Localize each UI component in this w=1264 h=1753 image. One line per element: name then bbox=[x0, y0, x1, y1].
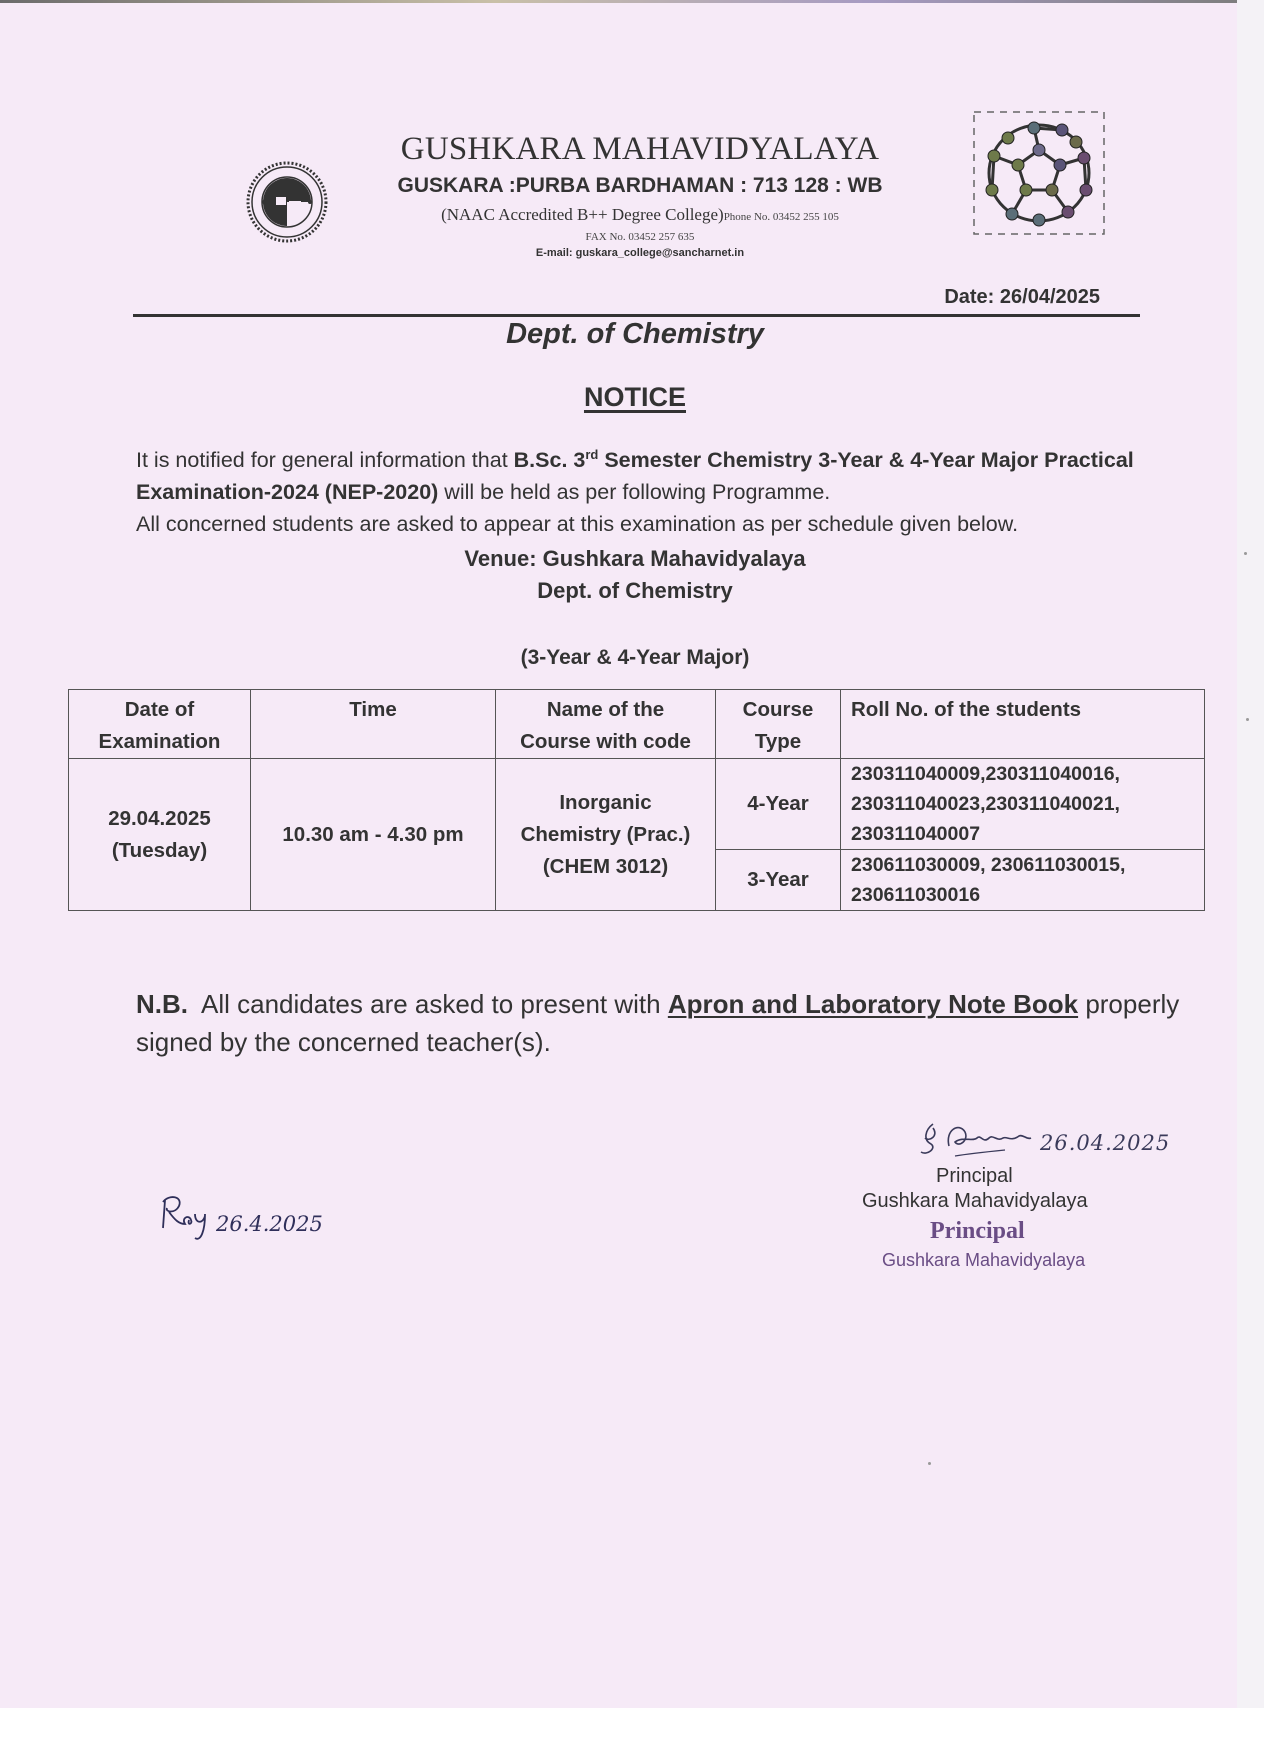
nota-bene bbox=[136, 985, 1196, 1061]
intro-bold-2: Semester Chemistry 3-Year & 4-Year Major Practical Examination-2024 (NEP-2020) bbox=[136, 448, 1134, 505]
college-name: GUSHKARA MAHAVIDYALAYA bbox=[400, 131, 880, 167]
stamp-title: Principal bbox=[930, 1218, 1025, 1244]
accreditation-line bbox=[330, 205, 950, 225]
scan-speck bbox=[928, 1462, 931, 1465]
signatory-institution: Gushkara Mahavidyalaya bbox=[862, 1190, 1088, 1212]
notice-title-text: NOTICE bbox=[583, 382, 686, 412]
notice-date: Date: 26/04/2025 bbox=[944, 286, 1100, 308]
cell-course: Inorganic Chemistry (Prac.) (CHEM 3012) bbox=[496, 759, 716, 911]
venue-line: Venue: Gushkara Mahavidyalaya bbox=[464, 546, 806, 571]
scan-edge bbox=[1237, 0, 1264, 1708]
cell-rolls-4-year: 230311040009,230311040016, 230311040023,230311040021, 230311040007 bbox=[841, 759, 1205, 850]
header-date: Date of Examination bbox=[69, 690, 251, 759]
table-header-row bbox=[69, 690, 1205, 759]
email-address: E-mail: guskara_college@sancharnet.in bbox=[535, 247, 745, 259]
notice-intro bbox=[136, 439, 1146, 540]
venue-department: Dept. of Chemistry bbox=[537, 578, 733, 603]
notice-title bbox=[435, 382, 835, 413]
principal-signature-date: 26.04.2025 bbox=[1040, 1131, 1171, 1155]
header-divider bbox=[133, 314, 1140, 317]
scan-speck bbox=[1244, 552, 1247, 555]
phone-number: Phone No. 03452 255 105 bbox=[723, 211, 839, 223]
intro-bold-1: B.Sc. 3 bbox=[513, 448, 586, 473]
header-time: Time bbox=[251, 690, 496, 759]
college-emblem-icon bbox=[246, 161, 328, 243]
accreditation-text: (NAAC Accredited B++ Degree College) bbox=[441, 205, 724, 224]
college-address: GUSKARA :PURBA BARDHAMAN : 713 128 : WB bbox=[397, 174, 883, 197]
cell-course-type-3-year: 3-Year bbox=[716, 850, 841, 911]
signatory-title: Principal bbox=[936, 1165, 1013, 1187]
scan-speck bbox=[1246, 718, 1249, 721]
teacher-signature-name bbox=[155, 1190, 156, 1191]
header-roll-numbers: Roll No. of the students bbox=[841, 690, 1205, 759]
table-row bbox=[69, 759, 1205, 850]
nb-text-2: properly signed by the concerned teacher(s). bbox=[136, 989, 1180, 1057]
nb-text-1: All candidates are asked to present with bbox=[188, 989, 668, 1019]
table-caption: (3-Year & 4-Year Major) bbox=[520, 646, 750, 669]
fullerene-molecule-icon bbox=[972, 110, 1106, 236]
nb-label: N.B. bbox=[136, 989, 188, 1019]
nb-required-items: Apron and Laboratory Note Book bbox=[667, 989, 1079, 1019]
cell-course-type-4-year: 4-Year bbox=[716, 759, 841, 850]
header-course-type: Course Type bbox=[716, 690, 841, 759]
cell-exam-date: 29.04.2025 (Tuesday) bbox=[69, 759, 251, 911]
intro-text-1: It is notified for general information that bbox=[136, 448, 514, 473]
scan-top-edge bbox=[0, 0, 1237, 3]
fax-number: FAX No. 03452 257 635 bbox=[585, 231, 695, 243]
cell-rolls-3-year: 230611030009, 230611030015, 230611030016 bbox=[841, 850, 1205, 911]
exam-schedule-table bbox=[68, 689, 1205, 911]
department-title: Dept. of Chemistry bbox=[506, 318, 764, 350]
header-course: Name of the Course with code bbox=[496, 690, 716, 759]
cell-exam-time: 10.30 am - 4.30 pm bbox=[251, 759, 496, 911]
teacher-signature-date: 26.4.2025 bbox=[216, 1212, 323, 1236]
intro-superscript: rd bbox=[585, 447, 599, 462]
intro-text-2: will be held as per following Programme. bbox=[438, 480, 831, 505]
stamp-institution: Gushkara Mahavidyalaya bbox=[882, 1250, 1086, 1270]
intro-text-3: All concerned students are asked to appear at this examination as per schedule given below. bbox=[136, 512, 1019, 537]
